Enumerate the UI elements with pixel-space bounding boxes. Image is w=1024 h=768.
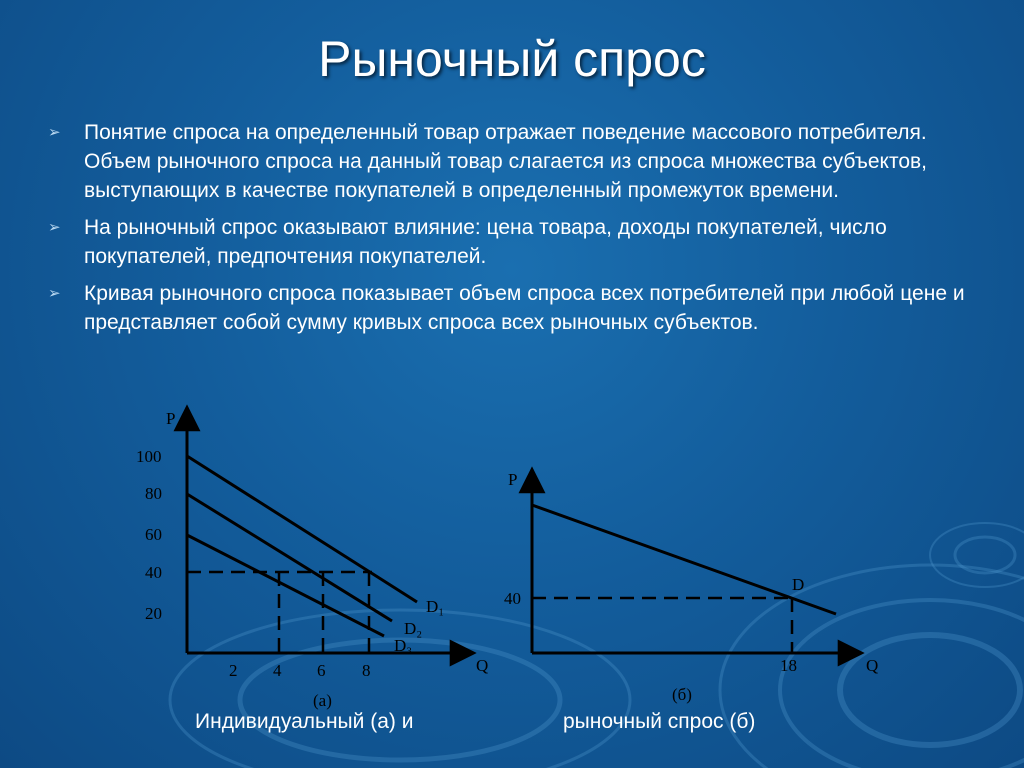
- x-tick-label: 6: [317, 661, 326, 680]
- curve-label-d1: D₁: [426, 597, 445, 616]
- slide-title: Рыночный спрос: [318, 31, 706, 87]
- bullet-text: Понятие спроса на определенный товар отражает поведение массового потребителя. Объем рыночного спроса на данный товар слагается из спроса множества субъектов, выступающих в качестве покупателей в определенный промежуток времени.: [84, 121, 927, 202]
- bullet-text: Кривая рыночного спроса показывает объем спроса всех потребителей при любой цене и представляет собой сумму кривых спроса всех рыночных субъектов.: [84, 282, 965, 334]
- curve-label-d: D: [792, 575, 805, 594]
- y-tick-label: 60: [145, 525, 162, 544]
- caption-individual: Индивидуальный (а) и: [195, 710, 414, 733]
- x-axis-label: Q: [866, 656, 879, 675]
- panel-label: (а): [313, 691, 332, 710]
- x-tick-label: 2: [229, 661, 238, 680]
- y-tick-label: 20: [145, 604, 162, 623]
- x-tick-label: 8: [362, 661, 371, 680]
- demand-curve-d2: [187, 494, 392, 621]
- demand-curve-d1: [187, 456, 417, 602]
- caption-market: рыночный спрос (б): [563, 710, 756, 733]
- x-tick-label: 4: [273, 661, 282, 680]
- individual-demand-chart: [187, 407, 474, 653]
- bullet-text: На рыночный спрос оказывают влияние: цена товара, доходы покупателей, число покупателей, предпочтения покупателей.: [84, 216, 887, 268]
- panel-label: (б): [672, 685, 692, 704]
- arrow-bullet-icon: ➢: [48, 124, 61, 141]
- market-demand-chart: [532, 469, 862, 653]
- y-tick-label: 80: [145, 484, 162, 503]
- curve-label-d3: D₃: [394, 636, 413, 655]
- arrow-bullet-icon: ➢: [48, 219, 61, 236]
- y-axis-label: P: [508, 470, 518, 489]
- curve-label-d2: D₂: [404, 619, 423, 638]
- y-axis-label: P: [166, 409, 176, 428]
- y-tick-label: 100: [136, 447, 162, 466]
- arrow-bullet-icon: ➢: [48, 285, 61, 302]
- y-tick-label: 40: [504, 589, 521, 608]
- y-tick-label: 40: [145, 563, 162, 582]
- demand-curve-d3: [187, 535, 384, 636]
- x-axis-label: Q: [476, 656, 489, 675]
- x-tick-label: 18: [780, 656, 797, 675]
